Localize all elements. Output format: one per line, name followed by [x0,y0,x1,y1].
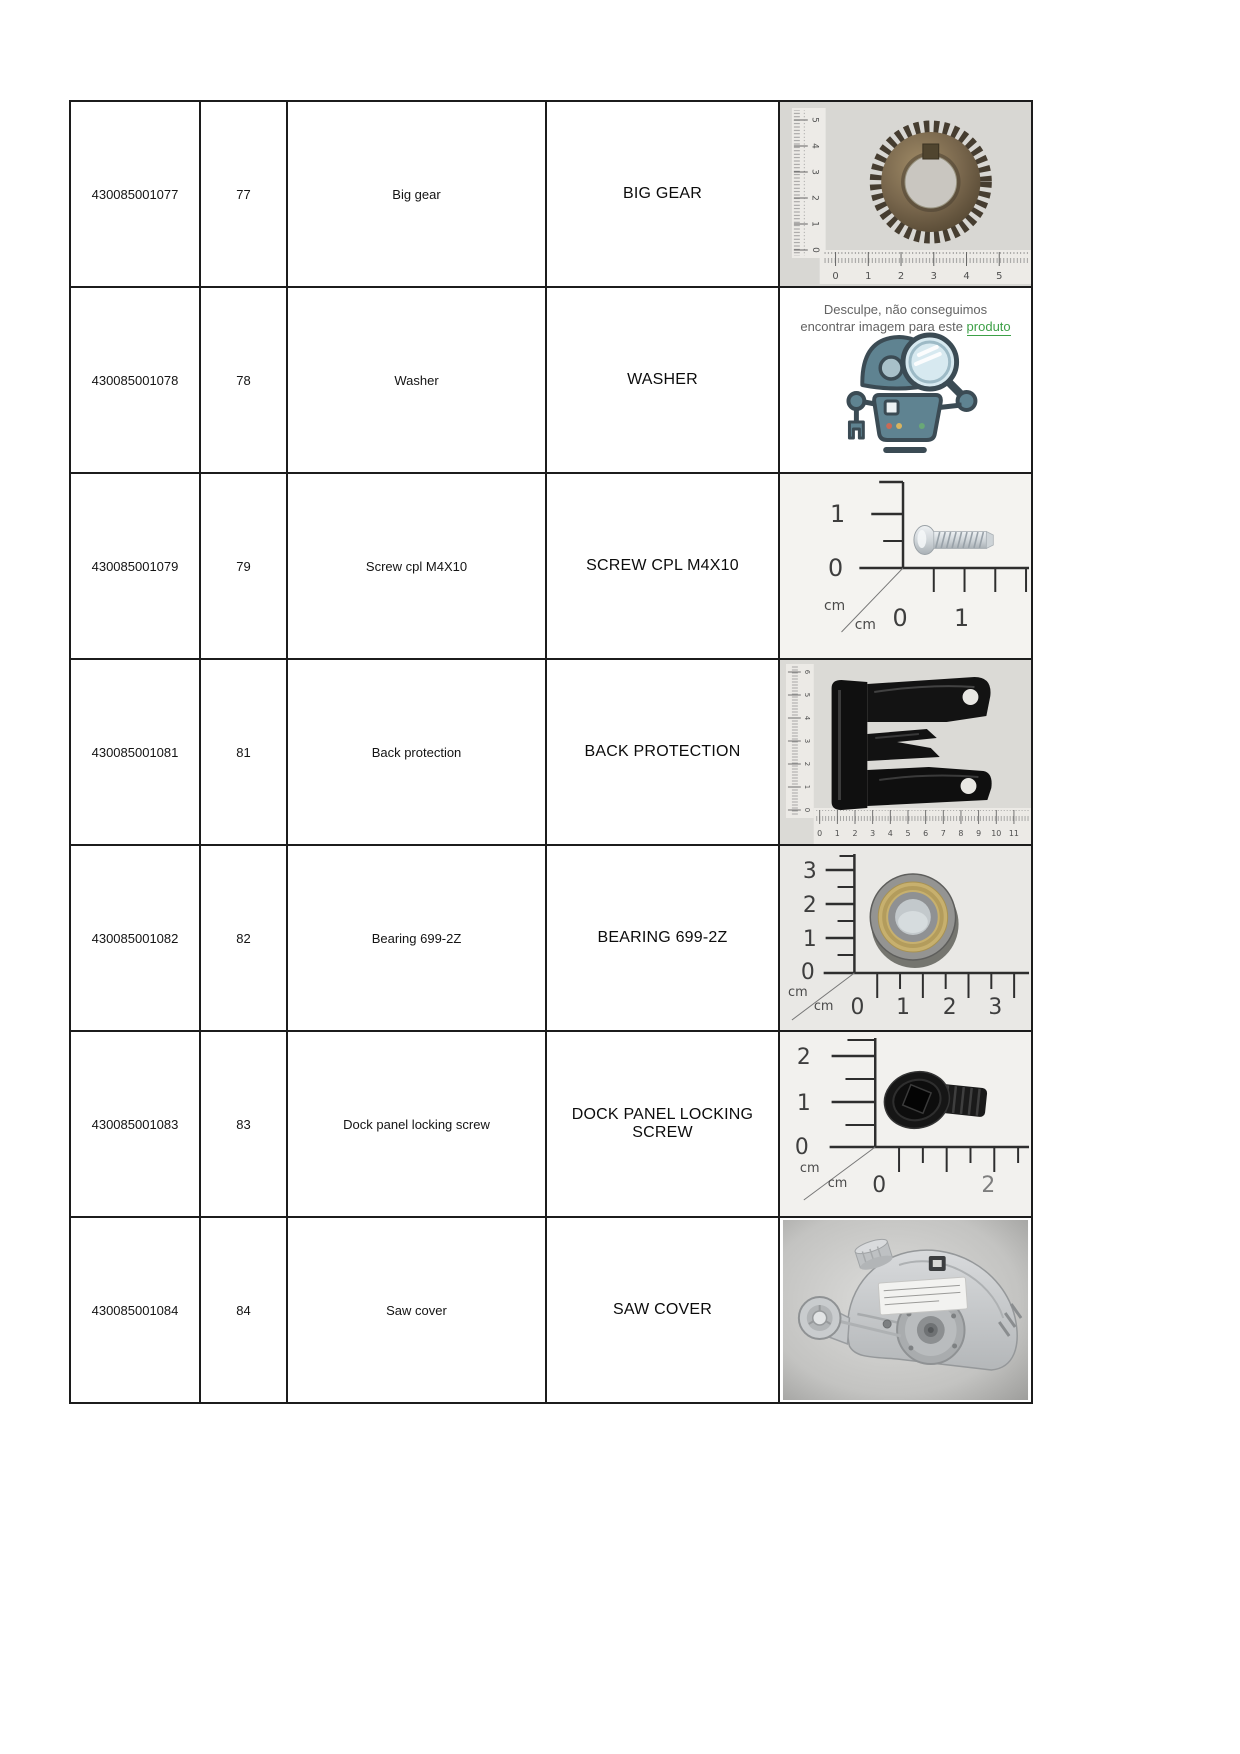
part-number: 430085001079 [70,473,200,659]
part-name-caps: SAW COVER [546,1217,779,1403]
part-name: Dock panel locking screw [287,1031,546,1217]
ruler-label: 0 [809,247,820,253]
ruler-label: 5 [802,692,811,698]
part-image-cell [779,101,1032,287]
axis-label: 2 [796,1044,811,1071]
ruler-label: 0 [802,807,811,813]
parts-table [69,100,1033,1404]
ruler-label: 5 [905,828,911,839]
axis-unit: cm [823,597,846,615]
part-index: 79 [200,473,287,659]
ruler-label: 1 [865,270,872,283]
part-number: 430085001082 [70,845,200,1031]
part-name-caps: WASHER [546,287,779,473]
ruler-label: 3 [802,738,811,744]
ruler-label: 11 [1008,828,1019,839]
table-row [70,287,1032,473]
axis-label: 3 [802,858,817,885]
axis-label: 0 [850,994,865,1021]
part-number: 430085001083 [70,1031,200,1217]
brand-logo [929,1256,946,1271]
ruler-label: 5 [996,270,1003,283]
part-index: 83 [200,1031,287,1217]
ruler-label: 3 [809,169,820,175]
part-name: Washer [287,287,546,473]
screw-photo-svg [780,474,1031,658]
ruler-label: 3 [870,828,876,839]
ruler-label: 2 [802,761,811,767]
ruler-label: 9 [976,828,982,839]
ruler-label: 6 [923,828,929,839]
ruler-label: 0 [817,828,823,839]
axis-label: 0 [872,1172,887,1199]
table-row [70,101,1032,287]
lock-screw-photo [780,1032,1031,1216]
no-image-placeholder [780,288,1031,472]
part-number: 430085001081 [70,659,200,845]
lock-screw-photo-svg [780,1032,1031,1216]
ruler-label: 1 [802,784,811,790]
axis-label: 0 [827,553,844,583]
screw-photo [780,474,1031,658]
table-row [70,659,1032,845]
table-row [70,845,1032,1031]
ruler-label: 8 [958,828,964,839]
table-row [70,1031,1032,1217]
part-name: Back protection [287,659,546,845]
part-index: 84 [200,1217,287,1403]
saw-cover-photo [780,1218,1031,1402]
ruler-label: 2 [852,828,858,839]
axis-label: 3 [988,994,1003,1021]
axis-label: 0 [800,959,815,986]
axis-label: 1 [829,499,846,529]
bracket-photo [780,660,1031,844]
axis-label: 2 [802,892,817,919]
no-image-line1: Desculpe, não conseguimos [823,302,988,317]
part-index: 78 [200,287,287,473]
ruler-label: 3 [930,270,937,283]
ruler-label: 4 [809,143,820,149]
table-row [70,1217,1032,1403]
axis-label: 0 [794,1134,809,1161]
part-name: Big gear [287,101,546,287]
part-name-caps: BIG GEAR [546,101,779,287]
part-image-cell [779,1031,1032,1217]
ruler-label: 0 [832,270,839,283]
axis-label: 1 [953,603,970,633]
ruler-label: 2 [809,195,820,201]
gear-part [876,127,985,237]
part-image-cell [779,287,1032,473]
part-name-caps: BEARING 699-2Z [546,845,779,1031]
part-name: Bearing 699-2Z [287,845,546,1031]
part-name-caps: SCREW CPL M4X10 [546,473,779,659]
ruler-label: 2 [897,270,905,283]
no-image-message [780,301,1031,335]
part-image-cell [779,845,1032,1031]
axis-label: 0 [892,603,908,633]
part-number: 430085001078 [70,287,200,473]
bearing-photo [780,846,1031,1030]
no-image-line2 [780,318,1031,335]
axis-unit: cm [799,1160,820,1177]
ruler-label: 6 [802,669,811,675]
part-number: 430085001077 [70,101,200,287]
gear-photo [780,102,1031,286]
part-label-sticker [878,1277,967,1315]
ruler-label: 1 [809,221,820,227]
axis-label: 1 [802,926,817,953]
ruler-label: 4 [802,715,811,721]
ruler-label: 10 [991,828,1002,839]
axis-label: 2 [942,994,957,1021]
part-index: 77 [200,101,287,287]
saw-cover-photo-svg [780,1218,1031,1402]
part-index: 81 [200,659,287,845]
part-name-caps: DOCK PANEL LOCKING SCREW [546,1031,779,1217]
ruler-label: 7 [940,828,946,839]
part-name: Screw cpl M4X10 [287,473,546,659]
bearing-part [870,874,958,968]
no-image-product-link[interactable]: produto [966,319,1011,334]
axis-unit: cm [813,998,834,1015]
axis-label: 1 [896,994,910,1021]
bracket-photo-svg [780,660,1031,844]
ruler-label: 5 [809,117,820,123]
ruler-label: 1 [834,828,840,839]
gear-photo-svg [780,102,1031,286]
part-image-cell [779,1217,1032,1403]
bearing-photo-svg [780,846,1031,1030]
part-name-caps: BACK PROTECTION [546,659,779,845]
axis-label: 2 [981,1172,996,1199]
axis-unit: cm [854,616,876,634]
part-index: 82 [200,845,287,1031]
table-row [70,473,1032,659]
part-image-cell [779,473,1032,659]
no-image-line2-text: encontrar imagem para este [800,319,967,334]
magnifier-icon [903,335,957,389]
ruler-label: 4 [963,270,970,283]
ruler-label: 4 [887,828,893,839]
axis-label: 1 [796,1090,811,1117]
part-number: 430085001084 [70,1217,200,1403]
axis-unit: cm [827,1175,848,1192]
part-name: Saw cover [287,1217,546,1403]
part-image-cell [779,659,1032,845]
axis-unit: cm [788,984,808,1001]
